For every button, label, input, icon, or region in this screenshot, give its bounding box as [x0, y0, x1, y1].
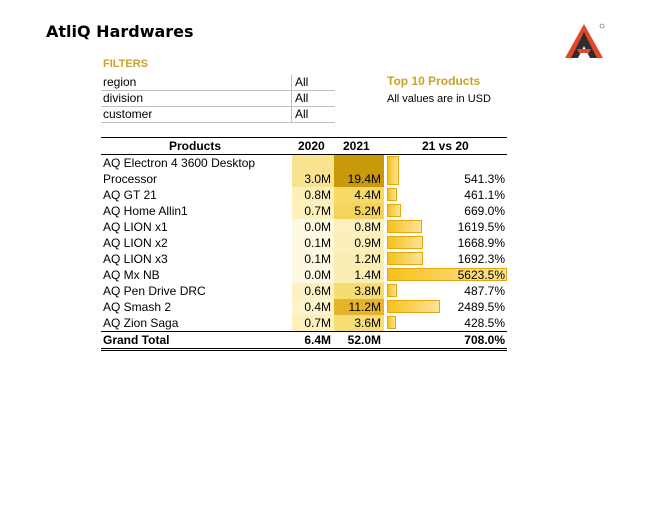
product-name: AQ Pen Drive DRC	[103, 284, 206, 298]
cell-2021: 3.8M	[334, 283, 384, 299]
cell-2020: 0.1M	[292, 251, 334, 267]
product-name: AQ GT 21	[103, 188, 157, 202]
change-data-bar	[387, 188, 397, 201]
cell-2021: 1.4M	[334, 267, 384, 283]
cell-2021: 19.4M	[334, 171, 384, 187]
filter-label: division	[103, 91, 144, 105]
filters-heading: FILTERS	[103, 58, 149, 70]
header-2020: 2020	[298, 139, 325, 153]
change-data-bar	[387, 220, 422, 233]
filter-customer[interactable]	[101, 106, 335, 123]
cell-2021: 1.2M	[334, 251, 384, 267]
filter-region[interactable]	[101, 74, 335, 91]
table-row	[101, 315, 507, 331]
header-21vs20: 21 vs 20	[422, 139, 469, 153]
cell-2021: 3.6M	[334, 315, 384, 331]
cell-21vs20: 1619.5%	[457, 220, 505, 234]
table-row	[101, 267, 507, 283]
grand-total-label: Grand Total	[103, 333, 170, 347]
cell-21vs20: 461.1%	[464, 188, 505, 202]
grand-total-2021: 52.0M	[347, 333, 381, 347]
cell-2020: 0.6M	[292, 283, 334, 299]
filter-value[interactable]: All	[291, 91, 308, 106]
cell-2021: 11.2M	[334, 299, 384, 315]
cell-21vs20: 1692.3%	[457, 252, 505, 266]
table-row-line	[101, 155, 507, 171]
product-name: AQ Mx NB	[103, 268, 160, 282]
cell-2020: 0.7M	[292, 203, 334, 219]
cell-21vs20: 669.0%	[464, 204, 505, 218]
table-row	[101, 235, 507, 251]
grand-total-21vs20: 708.0%	[464, 333, 505, 347]
cell-2020: 0.0M	[292, 219, 334, 235]
table-body	[101, 155, 507, 331]
atliq-logo-icon	[563, 22, 605, 60]
cell-2020: 0.1M	[292, 235, 334, 251]
cell-2020-bg	[292, 155, 334, 171]
change-data-bar	[387, 300, 440, 313]
cell-21vs20: 5623.5%	[457, 268, 505, 282]
change-data-bar	[387, 204, 401, 217]
cell-2020: 0.7M	[292, 315, 334, 331]
cell-2020: 0.8M	[292, 187, 334, 203]
product-name: AQ Home Allin1	[103, 204, 188, 218]
table-row	[101, 187, 507, 203]
table-row	[101, 283, 507, 299]
cell-2021: 0.9M	[334, 235, 384, 251]
product-name: Processor	[103, 172, 158, 186]
product-name: AQ LION x2	[103, 236, 168, 250]
cell-21vs20: 541.3%	[464, 172, 505, 186]
cell-21vs20: 487.7%	[464, 284, 505, 298]
product-name: AQ LION x3	[103, 252, 168, 266]
report-title: AtliQ Hardwares	[46, 22, 194, 41]
product-name: AQ LION x1	[103, 220, 168, 234]
change-data-bar	[387, 236, 423, 249]
change-data-bar	[387, 284, 397, 297]
cell-2021: 5.2M	[334, 203, 384, 219]
change-data-bar	[387, 316, 396, 329]
product-name: AQ Electron 4 3600 Desktop	[103, 156, 256, 170]
cell-2021-bg	[334, 155, 384, 171]
table-row	[101, 203, 507, 219]
filter-value[interactable]: All	[291, 75, 308, 90]
cell-21vs20: 2489.5%	[457, 300, 505, 314]
cell-2021: 4.4M	[334, 187, 384, 203]
table-row	[101, 299, 507, 315]
cell-2020: 0.4M	[292, 299, 334, 315]
filter-label: customer	[103, 107, 153, 121]
cell-21vs20: 428.5%	[464, 316, 505, 330]
filter-value[interactable]: All	[291, 107, 308, 122]
cell-2021: 0.8M	[334, 219, 384, 235]
cell-2020: 0.0M	[292, 267, 334, 283]
change-data-bar	[387, 252, 423, 265]
product-name: AQ Smash 2	[103, 300, 172, 314]
table-row	[101, 219, 507, 235]
table-row	[101, 171, 507, 187]
filter-division[interactable]	[101, 90, 335, 107]
report-heading: Top 10 Products	[387, 74, 481, 88]
cell-21vs20: 1668.9%	[457, 236, 505, 250]
header-2021: 2021	[343, 139, 370, 153]
filter-label: region	[103, 75, 137, 89]
grand-total-2020: 6.4M	[304, 333, 331, 347]
products-table	[101, 137, 507, 351]
change-data-bar	[387, 156, 399, 185]
table-header	[101, 137, 507, 155]
table-row	[101, 251, 507, 267]
cell-2020: 3.0M	[292, 171, 334, 187]
product-name: AQ Zion Saga	[103, 316, 179, 330]
header-products: Products	[169, 139, 222, 153]
grand-total-row	[101, 331, 507, 351]
currency-note: All values are in USD	[387, 93, 491, 105]
